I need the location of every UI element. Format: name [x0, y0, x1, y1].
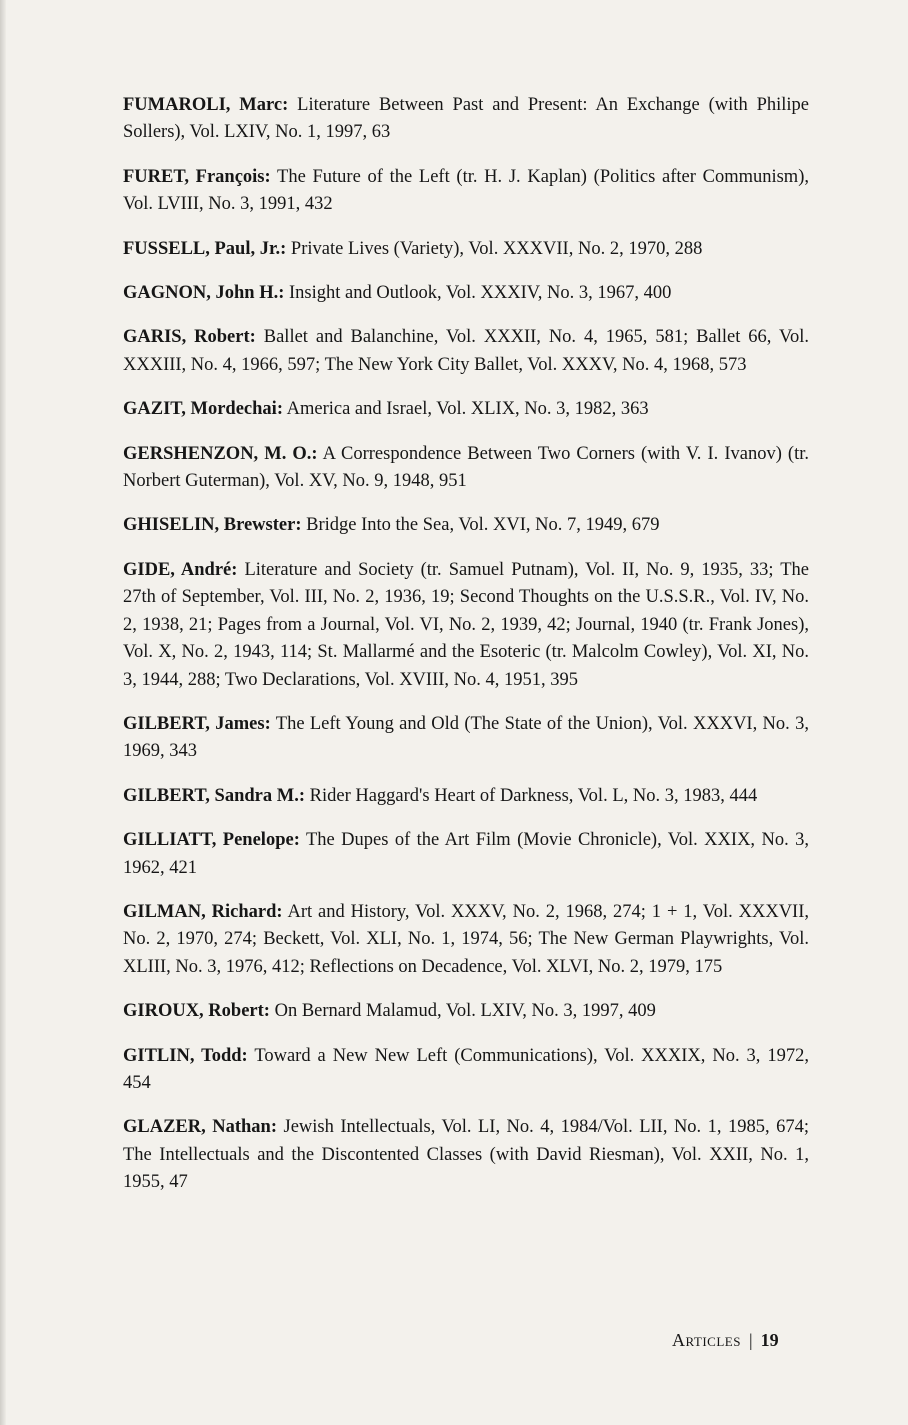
- name-colon: :: [282, 95, 289, 115]
- index-entry: [123, 92, 809, 147]
- author-name: GITLIN, Todd: [123, 1045, 242, 1066]
- name-colon: :: [311, 443, 318, 464]
- index-entry: [123, 557, 809, 694]
- article-listing: Insight and Outlook, Vol. XXXIV, No. 3, 1967, 400: [289, 283, 672, 304]
- index-entry: [123, 711, 809, 766]
- article-listing: On Bernard Malamud, Vol. LXIV, No. 3, 1997, 409: [274, 1001, 656, 1022]
- page-edge: [0, 0, 6, 1425]
- author-name: GILMAN, Richard: [123, 901, 277, 922]
- index-entry: [123, 236, 809, 263]
- article-listing: Bridge Into the Sea, Vol. XVI, No. 7, 1949, 679: [306, 515, 660, 536]
- article-listing: Art and History, Vol. XXXV, No. 2, 1968, 274; 1 + 1, Vol. XXXVII, No. 2, 1970, 274; Beckett, Vol. XLI, No. 1, 1974, 56; The New German Playwrights, Vol. XLIII, No. 3, 1976, 412; Reflections on Decadence, Vol. XLVI, No. 2, 1979, 175: [123, 901, 809, 977]
- article-listing: Rider Haggard's Heart of Darkness, Vol. L, No. 3, 1983, 444: [309, 785, 758, 806]
- index-entry: [123, 164, 809, 219]
- article-listing: A Correspondence Between Two Corners (with V. I. Ivanov) (tr. Norbert Guterman), Vol. XV, No. 9, 1948, 951: [123, 443, 809, 492]
- author-name: GAGNON, John H.: [123, 283, 279, 304]
- name-colon: :: [295, 515, 302, 536]
- author-name: GILBERT, Sandra M.: [123, 785, 299, 806]
- footer-section-title: Articles: [672, 1330, 741, 1350]
- article-listing: Private Lives (Variety), Vol. XXXVII, No. 2, 1970, 288: [290, 238, 703, 259]
- article-listing: Jewish Intellectuals, Vol. LI, No. 4, 1984/Vol. LII, No. 1, 1985, 674; The Intellectuals and the Discontented Classes (with David Riesman), Vol. XXII, No. 1, 1955, 47: [123, 1117, 810, 1193]
- index-entry: [123, 827, 809, 882]
- article-listing: Literature Between Past and Present: An Exchange (with Philipe Sollers), Vol. LXIV, No. 1, 1997, 63: [123, 95, 809, 143]
- author-name: GHISELIN, Brewster: [123, 515, 296, 536]
- author-name: FURET, François: [123, 166, 265, 187]
- index-entry: [123, 1043, 809, 1098]
- index-entry: [123, 324, 809, 379]
- article-listing: The Future of the Left (tr. H. J. Kaplan) (Politics after Communism), Vol. LVIII, No. 3, 1991, 432: [123, 166, 809, 215]
- index-entry: [123, 396, 809, 423]
- article-listing: The Left Young and Old (The State of the Union), Vol. XXXVI, No. 3, 1969, 343: [123, 713, 810, 762]
- name-colon: :: [276, 399, 283, 420]
- index-entry: [123, 441, 809, 496]
- index-entry: [123, 1114, 809, 1196]
- author-name: GIDE, André: [123, 559, 232, 580]
- author-name: FUMAROLI, Marc: [123, 95, 283, 115]
- index-entry: [123, 998, 809, 1025]
- name-colon: :: [293, 830, 300, 851]
- page-number: 19: [760, 1330, 779, 1350]
- name-colon: :: [280, 238, 287, 259]
- name-colon: :: [298, 785, 305, 806]
- name-colon: :: [264, 713, 271, 734]
- name-colon: :: [263, 1001, 270, 1022]
- index-entry: [123, 512, 809, 539]
- footer-separator: |: [748, 1330, 753, 1350]
- article-listing: Literature and Society (tr. Samuel Putnam), Vol. II, No. 9, 1935, 33; The 27th of September, Vol. III, No. 2, 1936, 19; Second Thoughts on the U.S.S.R., Vol. IV, No. 2, 1938, 21; Pages from a Journal, Vol. VI, No. 2, 1939, 42; Journal, 1940 (tr. Frank Jones), Vol. X, No. 2, 1943, 114; St. Mallarmé and the Esoteric (tr. Malcolm Cowley), Vol. XI, No. 3, 1944, 288; Two Declarations, Vol. XVIII, No. 4, 1951, 395: [123, 559, 809, 690]
- article-listing: Ballet and Balanchine, Vol. XXXII, No. 4, 1965, 581; Ballet 66, Vol. XXXIII, No. 4, 1966, 597; The New York City Ballet, Vol. XXXV, No. 4, 1968, 573: [123, 327, 809, 375]
- name-colon: :: [270, 1117, 278, 1138]
- article-listing: Toward a New New Left (Communications), Vol. XXXIX, No. 3, 1972, 454: [123, 1045, 809, 1093]
- index-entry: [123, 899, 809, 981]
- author-name: GILLIATT, Penelope: [123, 830, 294, 851]
- index-entry: [123, 280, 809, 307]
- author-name: GAZIT, Mordechai: [123, 399, 277, 420]
- author-name: FUSSELL, Paul, Jr.: [123, 238, 281, 259]
- name-colon: :: [241, 1045, 248, 1066]
- article-listing: The Dupes of the Art Film (Movie Chronicle), Vol. XXIX, No. 3, 1962, 421: [123, 830, 809, 878]
- index-entries: [123, 92, 809, 1214]
- author-name: GIROUX, Robert: [123, 1001, 264, 1022]
- author-name: GERSHENZON, M. O.: [123, 443, 312, 464]
- author-name: GLAZER, Nathan: [123, 1117, 271, 1138]
- name-colon: :: [264, 166, 271, 187]
- author-name: GARIS, Robert: [123, 327, 250, 348]
- name-colon: :: [278, 283, 285, 304]
- author-name: GILBERT, James: [123, 713, 265, 734]
- article-listing: America and Israel, Vol. XLIX, No. 3, 1982, 363: [286, 399, 649, 420]
- running-footer: [672, 1330, 779, 1351]
- name-colon: :: [276, 901, 283, 922]
- name-colon: :: [231, 559, 238, 580]
- name-colon: :: [249, 327, 256, 348]
- index-entry: [123, 783, 809, 810]
